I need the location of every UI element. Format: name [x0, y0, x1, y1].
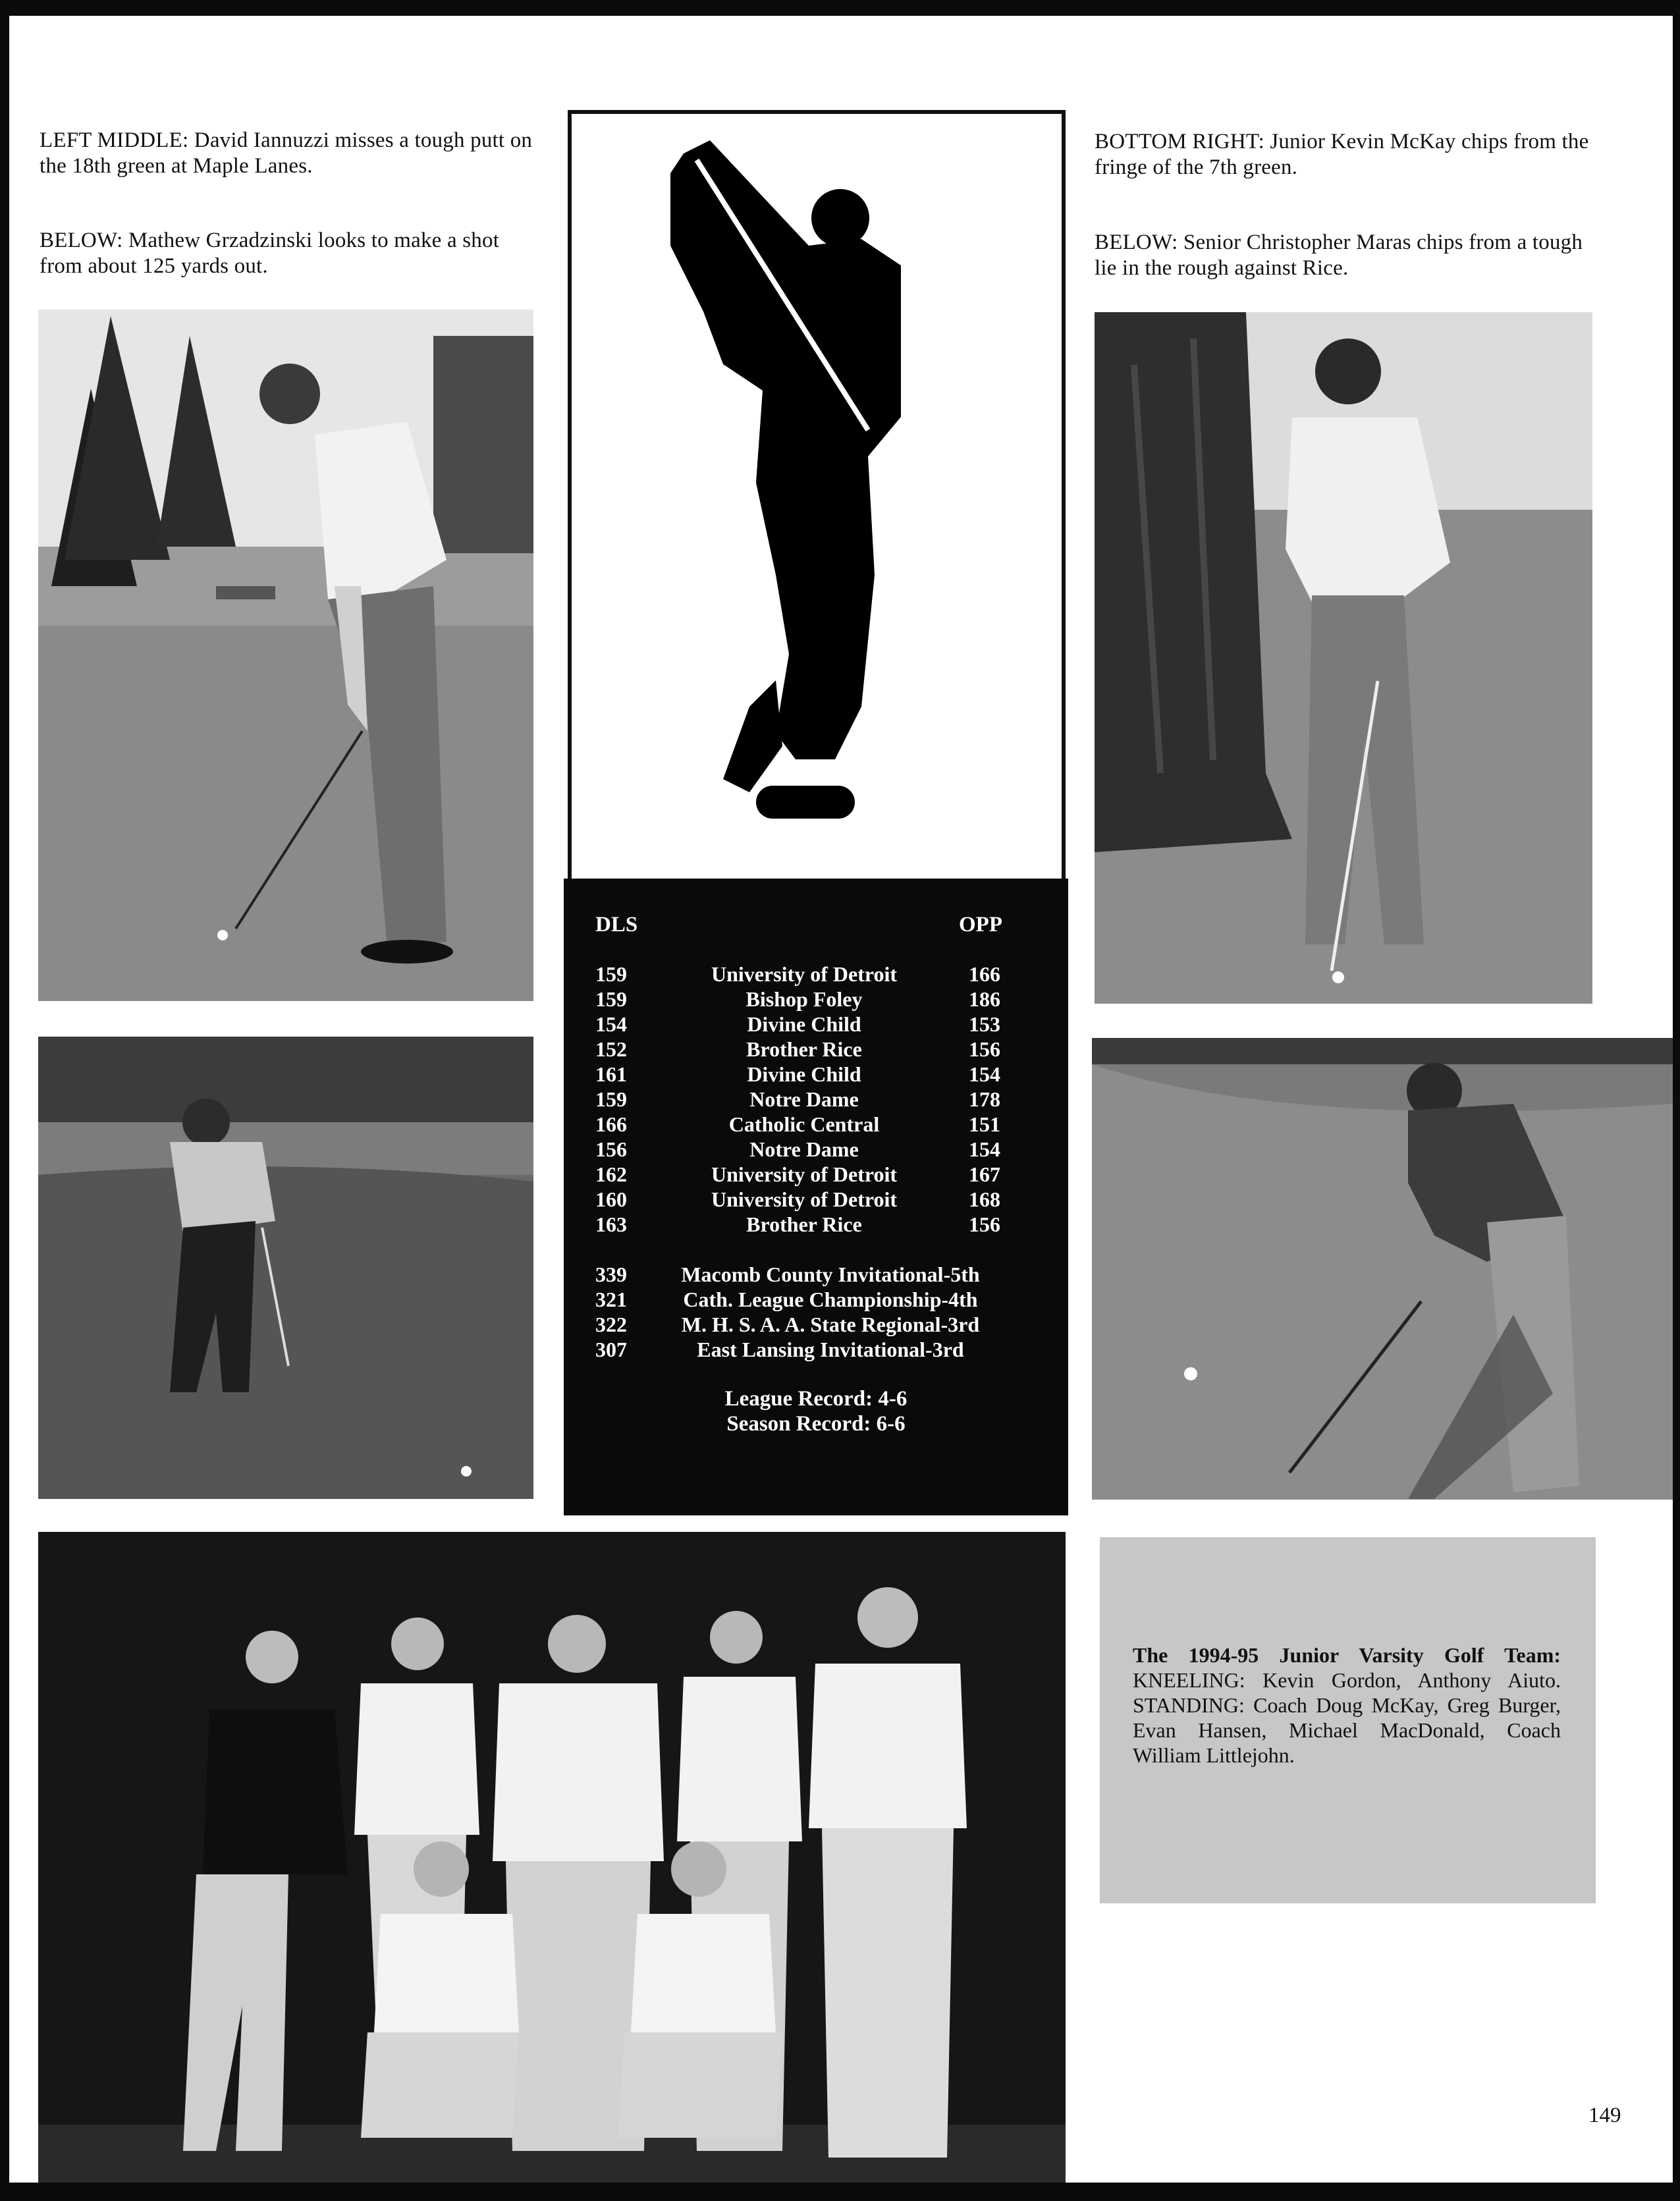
opponent-name: Bishop Foley: [745, 987, 863, 1011]
tournament-name: East Lansing Invitational-3rd: [697, 1338, 964, 1361]
match-row: [564, 1087, 1068, 1112]
photo-chip-by-tree: [1095, 312, 1592, 1004]
team-caption-body: KNEELING: Kevin Gordon, Anthony Aiuto. STANDING: Coach Doug McKay, Greg Burger, Evan Hansen, Michael MacDonald, Coach William Littlejohn.: [1133, 1668, 1561, 1767]
yearbook-page: [9, 16, 1673, 2183]
opponent-name: Notre Dame: [749, 1137, 859, 1161]
caption-left-middle: LEFT MIDDLE: David Iannuzzi misses a tough putt on the 18th green at Maple Lanes.: [40, 128, 533, 178]
dls-score: 307: [595, 1338, 627, 1361]
dls-score: 159: [595, 962, 627, 986]
opp-score: 186: [969, 987, 1000, 1011]
opponent-name: Divine Child: [747, 1062, 861, 1086]
scoreboard-header-dls: DLS: [595, 913, 638, 937]
opp-score: 166: [969, 962, 1000, 986]
opp-score: 156: [969, 1212, 1000, 1236]
opponent-name: Catholic Central: [728, 1112, 880, 1136]
dls-score: 159: [595, 1087, 627, 1111]
caption-bottom-right: BOTTOM RIGHT: Junior Kevin McKay chips from the fringe of the 7th green.: [1095, 130, 1589, 179]
match-row: [564, 1012, 1068, 1037]
opponent-name: Notre Dame: [749, 1087, 859, 1111]
dls-score: 321: [595, 1288, 627, 1311]
opp-score: 151: [969, 1112, 1000, 1136]
dls-score: 160: [595, 1187, 627, 1211]
opp-score: 167: [969, 1162, 1000, 1186]
tournament-row: [564, 1312, 1068, 1337]
golfer-silhouette-icon: [572, 114, 1062, 886]
dls-score: 161: [595, 1062, 627, 1086]
dls-score: 163: [595, 1212, 627, 1236]
match-row: [564, 987, 1068, 1012]
league-record: League Record: 4-6: [724, 1387, 908, 1411]
dls-score: 152: [595, 1037, 627, 1061]
opp-score: 154: [969, 1062, 1000, 1086]
match-row: [564, 1162, 1068, 1187]
scoreboard-header-opp: OPP: [959, 913, 1002, 937]
opp-score: 168: [969, 1187, 1000, 1211]
dls-score: 166: [595, 1112, 627, 1136]
tournament-name: M. H. S. A. A. State Regional-3rd: [681, 1313, 980, 1336]
season-record: Season Record: 6-6: [726, 1412, 906, 1436]
caption-right-below: BELOW: Senior Christopher Maras chips from a tough lie in the rough against Rice.: [1095, 231, 1583, 280]
dls-score: 322: [595, 1313, 627, 1336]
match-row: [564, 1187, 1068, 1212]
photo-fairway-golfer: [38, 310, 533, 1001]
team-caption-box: [1100, 1537, 1596, 1903]
photo-team: [38, 1532, 1066, 2183]
opponent-name: Brother Rice: [746, 1037, 862, 1061]
tournament-row: [564, 1287, 1068, 1312]
tournament-name: Cath. League Championship-4th: [683, 1288, 978, 1311]
opponent-name: University of Detroit: [711, 962, 897, 986]
opponent-name: University of Detroit: [711, 1162, 897, 1186]
page-number: 149: [1588, 2104, 1621, 2127]
match-row: [564, 1137, 1068, 1162]
team-caption-title: The 1994-95 Junior Varsity Golf Team:: [1133, 1643, 1561, 1667]
match-row: [564, 962, 1068, 987]
opponent-name: University of Detroit: [711, 1187, 897, 1211]
tournament-row: [564, 1337, 1068, 1362]
caption-left-below: BELOW: Mathew Grzadzinski looks to make a shot from about 125 yards out.: [40, 229, 500, 278]
match-row: [564, 1062, 1068, 1087]
opp-score: 178: [969, 1087, 1000, 1111]
opp-score: 156: [969, 1037, 1000, 1061]
match-row: [564, 1112, 1068, 1137]
dls-score: 162: [595, 1162, 627, 1186]
tournament-row: [564, 1262, 1068, 1287]
golfer-silhouette-panel: [568, 110, 1066, 890]
match-row: [564, 1037, 1068, 1062]
team-caption: [1133, 1643, 1561, 1768]
photo-chip-fringe: [1092, 1038, 1673, 1500]
opp-score: 153: [969, 1012, 1000, 1036]
opponent-name: Brother Rice: [746, 1212, 862, 1236]
opp-score: 154: [969, 1137, 1000, 1161]
dls-score: 159: [595, 987, 627, 1011]
match-row: [564, 1212, 1068, 1237]
dls-score: 154: [595, 1012, 627, 1036]
opponent-name: Divine Child: [747, 1012, 861, 1036]
photo-putting-golfer: [38, 1037, 533, 1499]
dls-score: 339: [595, 1263, 627, 1286]
dls-score: 156: [595, 1137, 627, 1161]
scoreboard: [564, 879, 1068, 1515]
tournament-name: Macomb County Invitational-5th: [681, 1263, 980, 1286]
